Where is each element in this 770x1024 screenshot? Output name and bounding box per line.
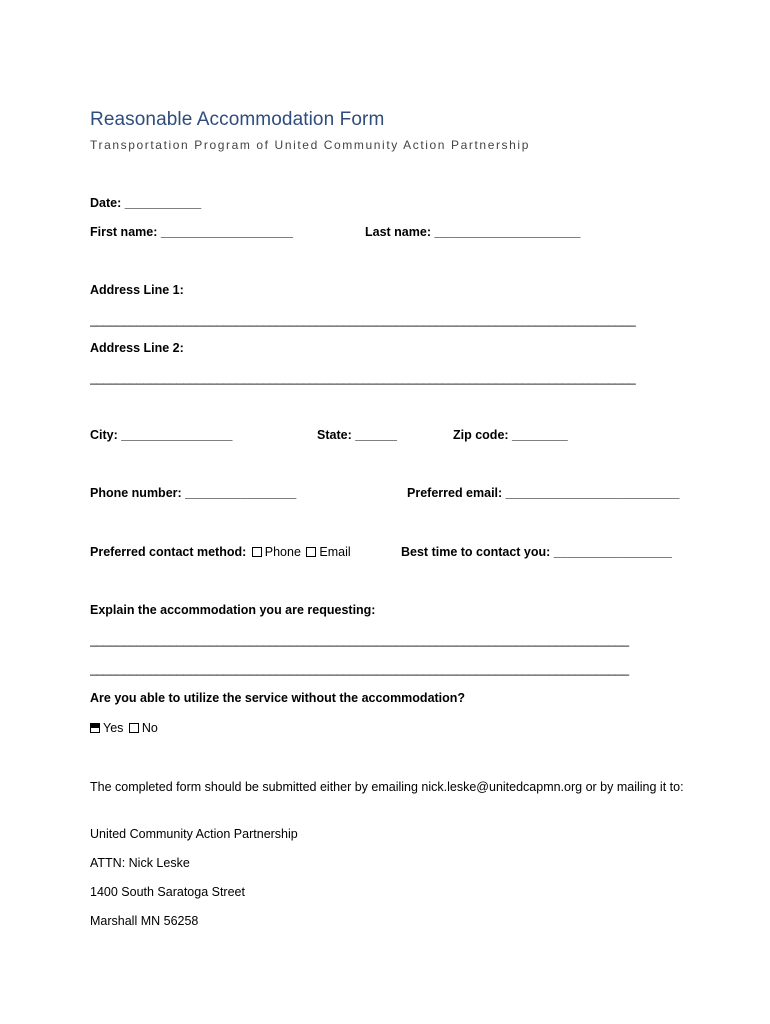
last-name-field[interactable]: Last name: _____________________	[365, 225, 581, 239]
explain-accommodation-label: Explain the accommodation you are requesting:	[90, 603, 376, 617]
first-name-field[interactable]: First name: ___________________	[90, 225, 293, 239]
email-checkbox[interactable]	[306, 547, 316, 557]
city-field[interactable]: City: ________________	[90, 428, 233, 442]
city-state-zip: Marshall MN 56258	[90, 914, 199, 928]
preferred-email-field[interactable]: Preferred email: _________________________	[407, 486, 680, 500]
explain-line-2[interactable]: _________________________________________________________________________________	[90, 662, 629, 676]
best-time-field[interactable]: Best time to contact you: _________________	[401, 545, 672, 559]
address-line-2-label: Address Line 2:	[90, 341, 184, 355]
street-address: 1400 South Saratoga Street	[90, 885, 245, 899]
no-checkbox[interactable]	[129, 723, 139, 733]
form-subtitle: Transportation Program of United Community Action Partnership	[90, 138, 530, 152]
address-line-2-field[interactable]: __________________________________________________________________________________	[90, 371, 636, 385]
address-line-1-label: Address Line 1:	[90, 283, 184, 297]
address-line-1-field[interactable]: __________________________________________________________________________________	[90, 313, 636, 327]
contact-method-row	[90, 545, 351, 559]
yes-no-row	[90, 721, 158, 735]
date-field[interactable]: Date: ___________	[90, 196, 202, 210]
phone-option-label: Phone	[264, 545, 301, 559]
organization-name: United Community Action Partnership	[90, 827, 298, 841]
utilize-question: Are you able to utilize the service without the accommodation?	[90, 691, 466, 705]
attention-line: ATTN: Nick Leske	[90, 856, 190, 870]
state-field[interactable]: State: ______	[317, 428, 397, 442]
contact-method-label: Preferred contact method:	[90, 545, 247, 559]
form-title: Reasonable Accommodation Form	[90, 109, 385, 130]
yes-option-label: Yes	[103, 721, 124, 735]
yes-checkbox[interactable]	[90, 723, 100, 733]
submission-instructions: The completed form should be submitted either by emailing nick.leske@unitedcapmn.org or by mailing it to:	[90, 780, 684, 794]
zip-code-field[interactable]: Zip code: ________	[453, 428, 568, 442]
explain-line-1[interactable]: _________________________________________________________________________________	[90, 633, 629, 647]
no-option-label: No	[141, 721, 158, 735]
phone-checkbox[interactable]	[252, 547, 262, 557]
email-option-label: Email	[319, 545, 351, 559]
phone-number-field[interactable]: Phone number: ________________	[90, 486, 297, 500]
